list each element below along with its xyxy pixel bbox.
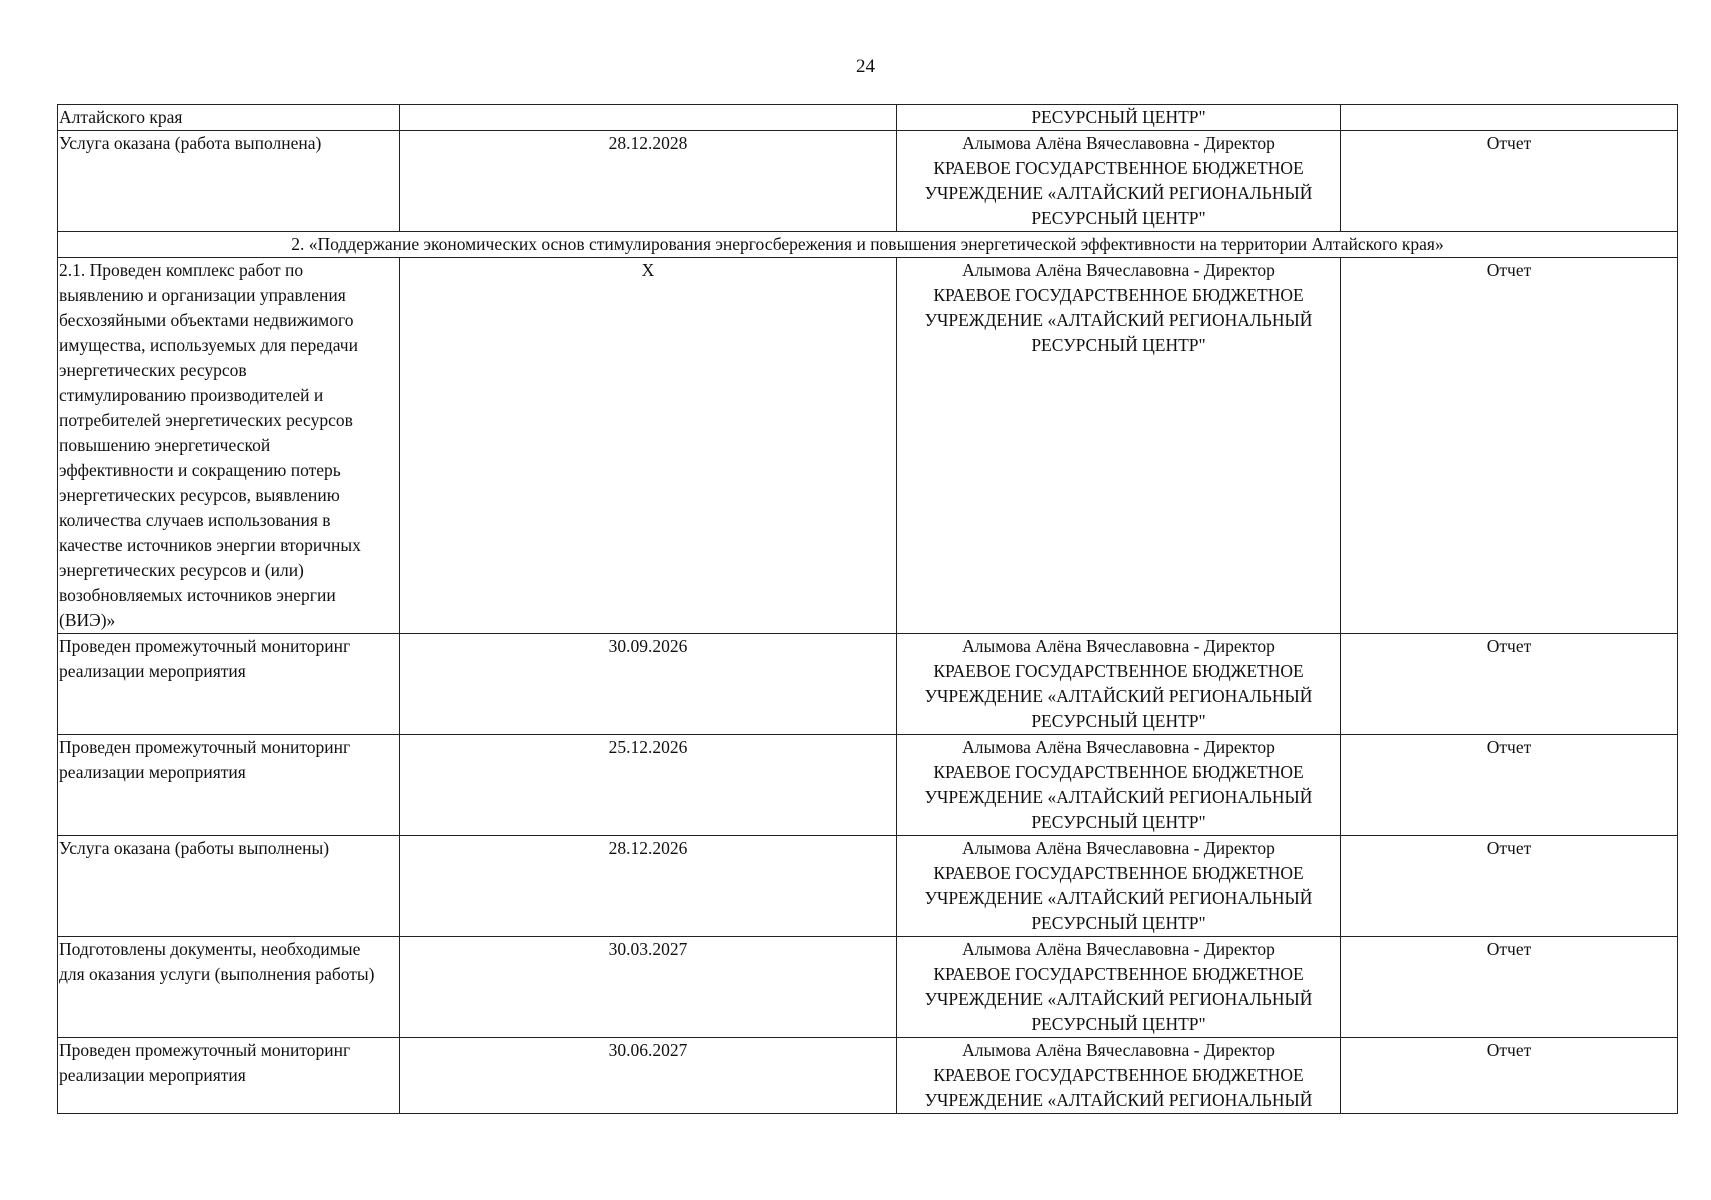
result-cell: 2.1. Проведен комплекс работ по выявлению и организации управления бесхозяйными объектами недвижимого имущества, используемых для передачи энергетических ресурсов стимулированию производителей и потребителей энергетических ресурсов повышению энергетической эффективности и сокращению потерь энергетических ресурсов, выявлению количества случаев использования в качестве источников энергии вторичных энергетических ресурсов и (или) возобновляемых источников энергии (ВИЭ)» (58, 258, 400, 634)
page-number: 24 (856, 56, 875, 77)
responsible-line: КРАЕВОЕ ГОСУДАРСТВЕННОЕ БЮДЖЕТНОЕ (933, 158, 1304, 178)
date-cell: 28.12.2028 (400, 131, 897, 232)
responsible-cell: Алымова Алёна Вячеславовна - Директор КРАЕВОЕ ГОСУДАРСТВЕННОЕ БЮДЖЕТНОЕ УЧРЕЖДЕНИЕ «АЛТАЙСКИЙ РЕГИОНАЛЬНЫЙ РЕСУРСНЫЙ ЦЕНТР" (897, 937, 1341, 1038)
responsible-cell (897, 131, 1341, 232)
table-row (58, 105, 1678, 131)
responsible-line: Алымова Алёна Вячеславовна - Директор (962, 133, 1275, 153)
responsible-cell: Алымова Алёна Вячеславовна - Директор КРАЕВОЕ ГОСУДАРСТВЕННОЕ БЮДЖЕТНОЕ УЧРЕЖДЕНИЕ «АЛТАЙСКИЙ РЕГИОНАЛЬНЫЙ РЕСУРСНЫЙ ЦЕНТР" (897, 836, 1341, 937)
date-cell: 30.03.2027 (400, 937, 897, 1038)
document-cell: Отчет (1341, 258, 1678, 634)
responsible-cell: РЕСУРСНЫЙ ЦЕНТР" (897, 105, 1341, 131)
date-cell: 30.09.2026 (400, 634, 897, 735)
responsible-cell: Алымова Алёна Вячеславовна - Директор КРАЕВОЕ ГОСУДАРСТВЕННОЕ БЮДЖЕТНОЕ УЧРЕЖДЕНИЕ «АЛТАЙСКИЙ РЕГИОНАЛЬНЫЙ (897, 1038, 1341, 1114)
table-row (58, 836, 1678, 937)
document-cell: Отчет (1341, 735, 1678, 836)
document-cell: Отчет (1341, 634, 1678, 735)
result-cell: Проведен промежуточный мониторинг реализации мероприятия (58, 634, 400, 735)
date-cell: X (400, 258, 897, 634)
responsible-line: УЧРЕЖДЕНИЕ «АЛТАЙСКИЙ РЕГИОНАЛЬНЫЙ (924, 183, 1313, 203)
document-cell (1341, 105, 1678, 131)
table-row (58, 937, 1678, 1038)
document-cell: Отчет (1341, 1038, 1678, 1114)
date-cell: 28.12.2026 (400, 836, 897, 937)
responsible-cell: Алымова Алёна Вячеславовна - Директор КРАЕВОЕ ГОСУДАРСТВЕННОЕ БЮДЖЕТНОЕ УЧРЕЖДЕНИЕ «АЛТАЙСКИЙ РЕГИОНАЛЬНЫЙ РЕСУРСНЫЙ ЦЕНТР" (897, 634, 1341, 735)
table-row (58, 1038, 1678, 1114)
table-row (58, 258, 1678, 634)
table-row (58, 634, 1678, 735)
section-title: 2. «Поддержание экономических основ стимулирования энергосбережения и повышения энергетической эффективности на территории Алтайского края» (58, 232, 1678, 258)
responsible-cell: Алымова Алёна Вячеславовна - Директор КРАЕВОЕ ГОСУДАРСТВЕННОЕ БЮДЖЕТНОЕ УЧРЕЖДЕНИЕ «АЛТАЙСКИЙ РЕГИОНАЛЬНЫЙ РЕСУРСНЫЙ ЦЕНТР" (897, 735, 1341, 836)
table-row (58, 735, 1678, 836)
section-row (58, 232, 1678, 258)
result-cell: Подготовлены документы, необходимые для оказания услуги (выполнения работы) (58, 937, 400, 1038)
table-row (58, 131, 1678, 232)
result-cell: Алтайского края (58, 105, 400, 131)
responsible-line: РЕСУРСНЫЙ ЦЕНТР" (1031, 208, 1206, 228)
date-cell (400, 105, 897, 131)
document-cell: Отчет (1341, 836, 1678, 937)
result-cell: Проведен промежуточный мониторинг реализации мероприятия (58, 735, 400, 836)
date-cell: 25.12.2026 (400, 735, 897, 836)
document-cell: Отчет (1341, 937, 1678, 1038)
responsible-cell: Алымова Алёна Вячеславовна - Директор КРАЕВОЕ ГОСУДАРСТВЕННОЕ БЮДЖЕТНОЕ УЧРЕЖДЕНИЕ «АЛТАЙСКИЙ РЕГИОНАЛЬНЫЙ РЕСУРСНЫЙ ЦЕНТР" (897, 258, 1341, 634)
plan-table (57, 104, 1678, 1114)
result-cell: Проведен промежуточный мониторинг реализации мероприятия (58, 1038, 400, 1114)
result-cell: Услуга оказана (работа выполнена) (58, 131, 400, 232)
result-cell: Услуга оказана (работы выполнены) (58, 836, 400, 937)
date-cell: 30.06.2027 (400, 1038, 897, 1114)
document-cell: Отчет (1341, 131, 1678, 232)
